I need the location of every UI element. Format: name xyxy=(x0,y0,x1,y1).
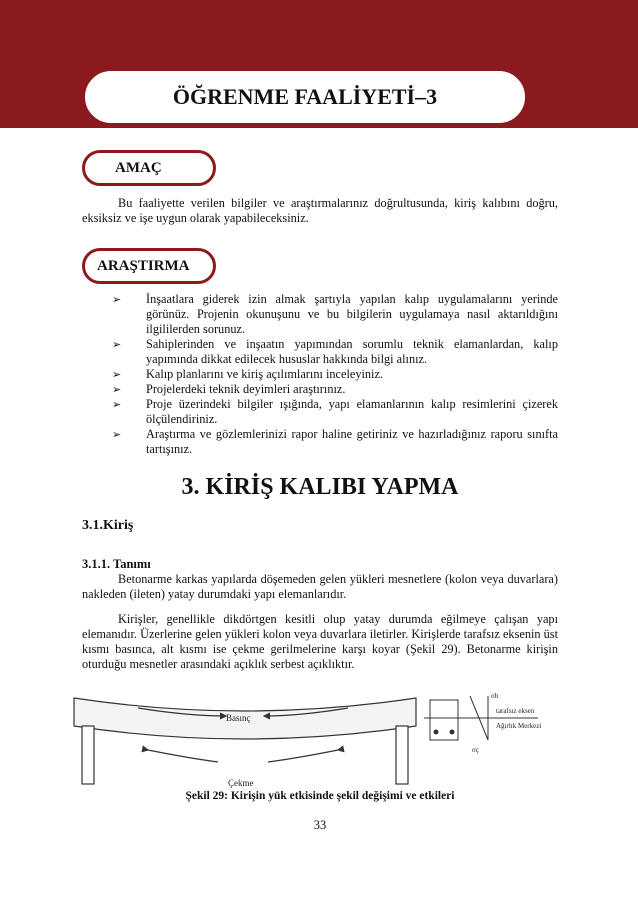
tension-label: Çekme xyxy=(228,778,254,788)
list-item: ➢ Sahiplerinden ve inşaatın yapımından sorumlu teknik elamanlardan, kalıp yapımında dikkat edilecek hususlar hakkında bilgi alınız. xyxy=(112,337,558,366)
arastirma-list xyxy=(112,292,558,457)
list-item: ➢ Araştırma ve gözlemlerinizi rapor haline getiriniz ve hazırladığınız raporu sınıfta tartışınız. xyxy=(112,427,558,456)
beam-paragraph: Kirişler, genellikle dikdörtgen kesitli olup yatay durumda eğilmeye çalışan yapı elemanıdır. Üzerlerine gelen yükleri kolon veya duvarlara iletirler. Kirişlerde tarafsız eksenin üst kısmı basınca, alt kısmı ise çekme gerilmelerine karşı koyar (Şekil 29). Betonarme kirişin oturduğu mesnetler arasındaki açıklık serbest açıklıktır. xyxy=(82,612,558,671)
definition-paragraph: Betonarme karkas yapılarda döşemeden gelen yükleri mesnetlere (kolon veya duvarlara) nakleden (ileten) yatay durumdaki yapı elemanlarıdır. xyxy=(82,572,558,601)
arrow-bullet-icon: ➢ xyxy=(112,293,122,306)
centroid-label: Ağırlık Merkezi xyxy=(496,722,542,730)
section-detail xyxy=(424,696,538,740)
neutral-axis-label: tarafsız eksen xyxy=(496,707,535,715)
beam-drawing xyxy=(74,698,416,784)
sigma-c-label: σç xyxy=(472,746,479,754)
list-item: ➢ İnşaatlara giderek izin almak şartıyla yapılan kalıp uygulamalarını yerinde görünüz. Projenin okunuşunu ve bu bilgilerin uygulamaya nasıl aktarıldığını ilgililerden sorunuz. xyxy=(112,292,558,336)
list-item: ➢ Proje üzerindeki bilgiler ışığında, yapı elamanlarının kalıp resimlerini çizerek ölçülendiriniz. xyxy=(112,397,558,426)
subsection-title: 3.1.1. Tanımı xyxy=(82,557,151,571)
chapter-title: 3. KİRİŞ KALIBI YAPMA xyxy=(181,474,459,500)
page-number: 33 xyxy=(313,818,327,832)
arastirma-label: ARAŞTIRMA xyxy=(82,248,216,284)
page-title: ÖĞRENME FAALİYETİ–3 xyxy=(82,68,528,126)
sigma-b-label: σb xyxy=(491,692,499,700)
compression-label: Basınç xyxy=(226,713,251,723)
amac-label: AMAÇ xyxy=(82,150,216,186)
arrow-bullet-icon: ➢ xyxy=(112,368,122,381)
arrow-bullet-icon: ➢ xyxy=(112,428,122,441)
arrow-bullet-icon: ➢ xyxy=(112,338,122,351)
list-item: ➢ Kalıp planlarını ve kiriş açılımlarını inceleyiniz. xyxy=(112,367,383,381)
list-item: ➢ Projelerdeki teknik deyimleri araştırınız. xyxy=(112,382,346,396)
amac-text: Bu faaliyette verilen bilgiler ve araştırmalarınız doğrultusunda, kiriş kalıbını doğru, eksiksiz ve işe uygun olarak yapabileceksiniz. xyxy=(82,196,558,225)
figure-caption: Şekil 29: Kirişin yük etkisinde şekil değişimi ve etkileri xyxy=(185,790,455,802)
section-title: 3.1.Kiriş xyxy=(82,518,134,533)
beam-figure xyxy=(68,690,568,790)
arrow-bullet-icon: ➢ xyxy=(112,383,122,396)
arrow-bullet-icon: ➢ xyxy=(112,398,122,411)
